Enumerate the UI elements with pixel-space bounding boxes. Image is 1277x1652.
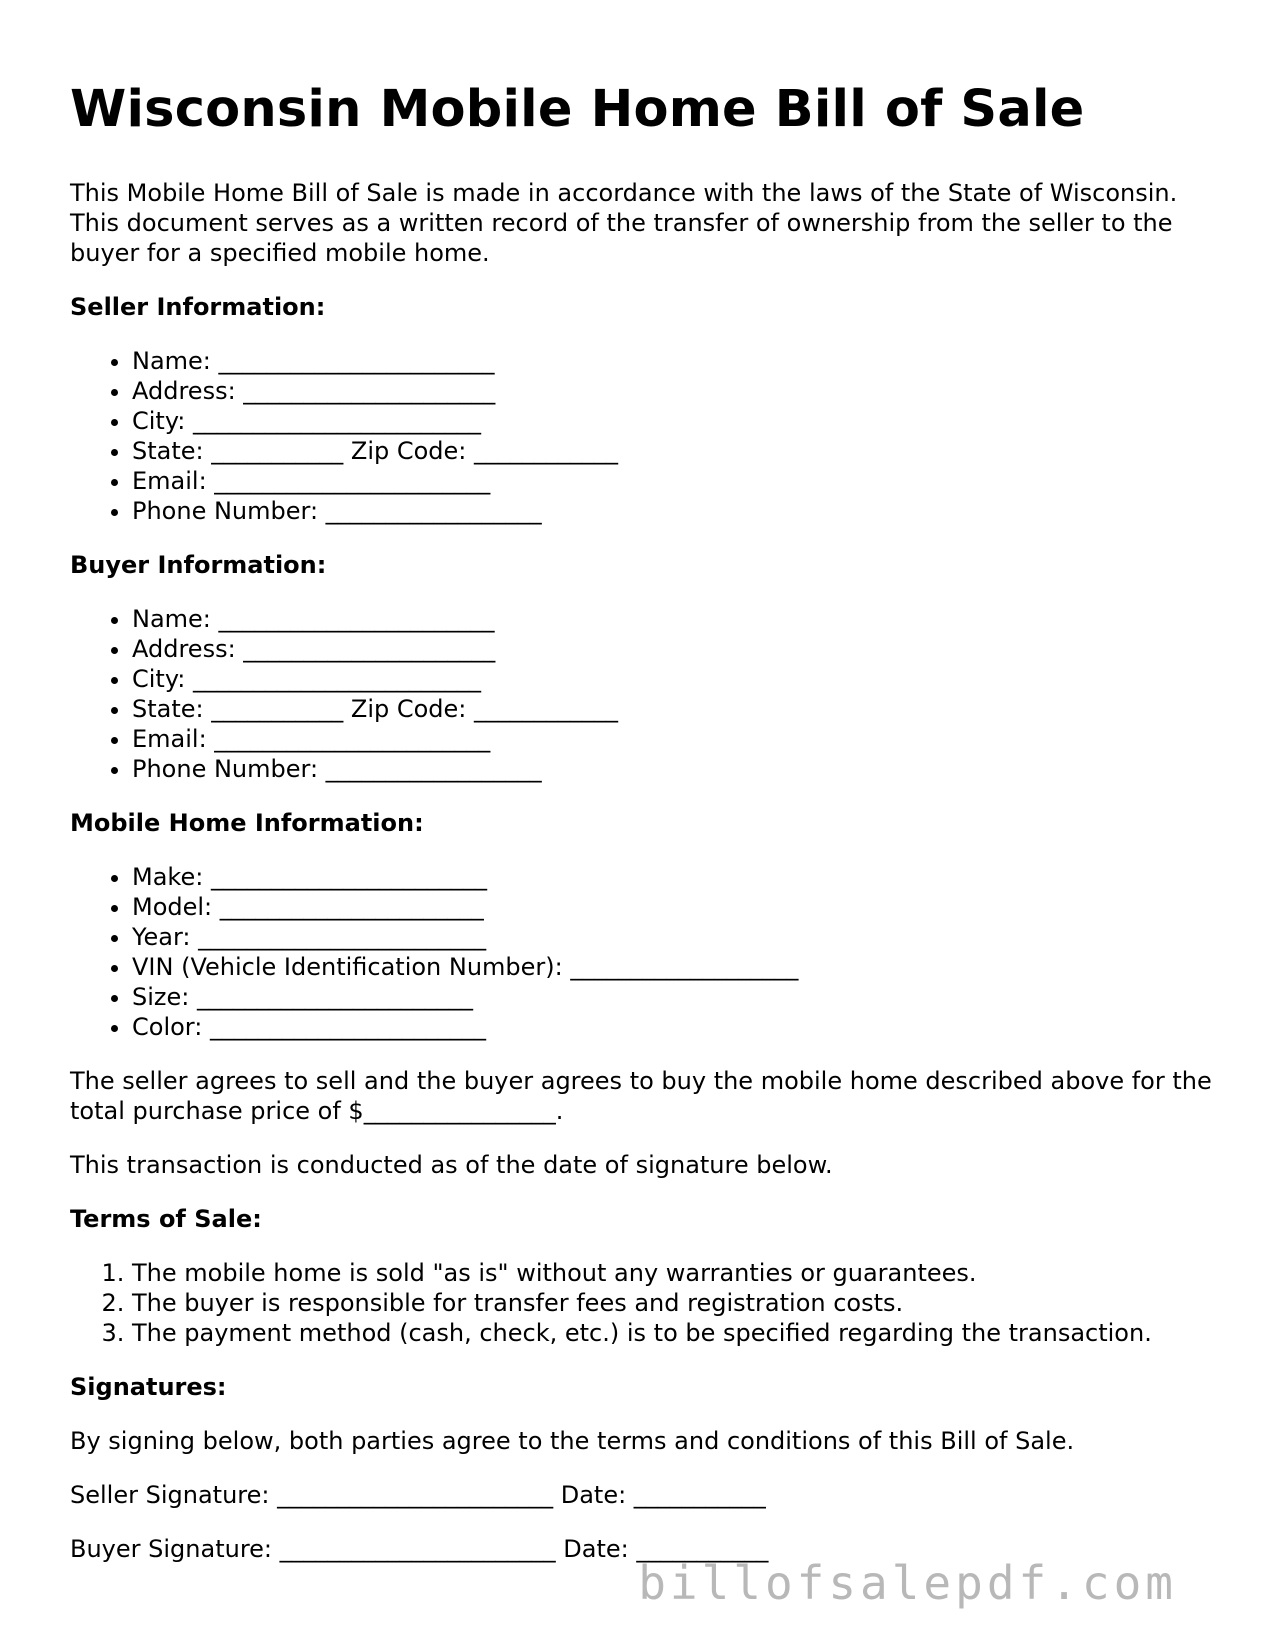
intro-paragraph: This Mobile Home Bill of Sale is made in accordance with the laws of the State of Wisconsin. This document serves as a written record of the transfer of ownership from the seller to the buyer for a specified mobile home. <box>70 179 1178 267</box>
terms-item: 1. The mobile home is sold "as is" without any warranties or guarantees. <box>132 1258 1220 1288</box>
buyer-name-field: • Name: _______________________ <box>132 604 1220 634</box>
buyer-fields-list <box>70 604 1220 784</box>
signature-statement: By signing below, both parties agree to the terms and conditions of this Bill of Sale. <box>70 1427 1075 1455</box>
seller-name-field: • Name: _______________________ <box>132 346 1220 376</box>
buyer-signature-line: Buyer Signature: _______________________ Date: ___________ <box>70 1535 769 1563</box>
home-make-field: • Make: _______________________ <box>132 862 1220 892</box>
seller-city-field: • City: ________________________ <box>132 406 1220 436</box>
terms-list <box>70 1258 1220 1348</box>
transaction-date-paragraph: This transaction is conducted as of the date of signature below. <box>70 1151 833 1179</box>
seller-signature-line: Seller Signature: _______________________ Date: ___________ <box>70 1481 766 1509</box>
buyer-city-field: • City: ________________________ <box>132 664 1220 694</box>
purchase-price-paragraph: The seller agrees to sell and the buyer agrees to buy the mobile home described above for the total purchase price of $________________. <box>70 1067 1212 1125</box>
terms-heading: Terms of Sale: <box>70 1205 262 1233</box>
home-year-field: • Year: ________________________ <box>132 922 1220 952</box>
seller-address-field: • Address: _____________________ <box>132 376 1220 406</box>
signatures-heading: Signatures: <box>70 1373 227 1401</box>
home-vin-field: • VIN (Vehicle Identification Number): ___________________ <box>132 952 1220 982</box>
buyer-email-field: • Email: _______________________ <box>132 724 1220 754</box>
seller-phone-field: • Phone Number: __________________ <box>132 496 1220 526</box>
home-model-field: • Model: ______________________ <box>132 892 1220 922</box>
watermark-text: billofsalepdf.com <box>638 1556 1177 1610</box>
home-size-field: • Size: _______________________ <box>132 982 1220 1012</box>
buyer-phone-field: • Phone Number: __________________ <box>132 754 1220 784</box>
seller-state-zip-field: • State: ___________ Zip Code: ____________ <box>132 436 1220 466</box>
buyer-heading: Buyer Information: <box>70 551 327 579</box>
buyer-address-field: • Address: _____________________ <box>132 634 1220 664</box>
document-title: Wisconsin Mobile Home Bill of Sale <box>70 80 1085 139</box>
terms-item: 3. The payment method (cash, check, etc.) is to be specified regarding the transaction. <box>132 1318 1220 1348</box>
seller-fields-list <box>70 346 1220 526</box>
seller-heading: Seller Information: <box>70 293 326 321</box>
mobile-home-heading: Mobile Home Information: <box>70 809 424 837</box>
terms-item: 2. The buyer is responsible for transfer fees and registration costs. <box>132 1288 1220 1318</box>
buyer-state-zip-field: • State: ___________ Zip Code: ____________ <box>132 694 1220 724</box>
home-color-field: • Color: _______________________ <box>132 1012 1220 1042</box>
document-page <box>70 80 1220 1588</box>
seller-email-field: • Email: _______________________ <box>132 466 1220 496</box>
mobile-home-fields-list <box>70 862 1220 1042</box>
